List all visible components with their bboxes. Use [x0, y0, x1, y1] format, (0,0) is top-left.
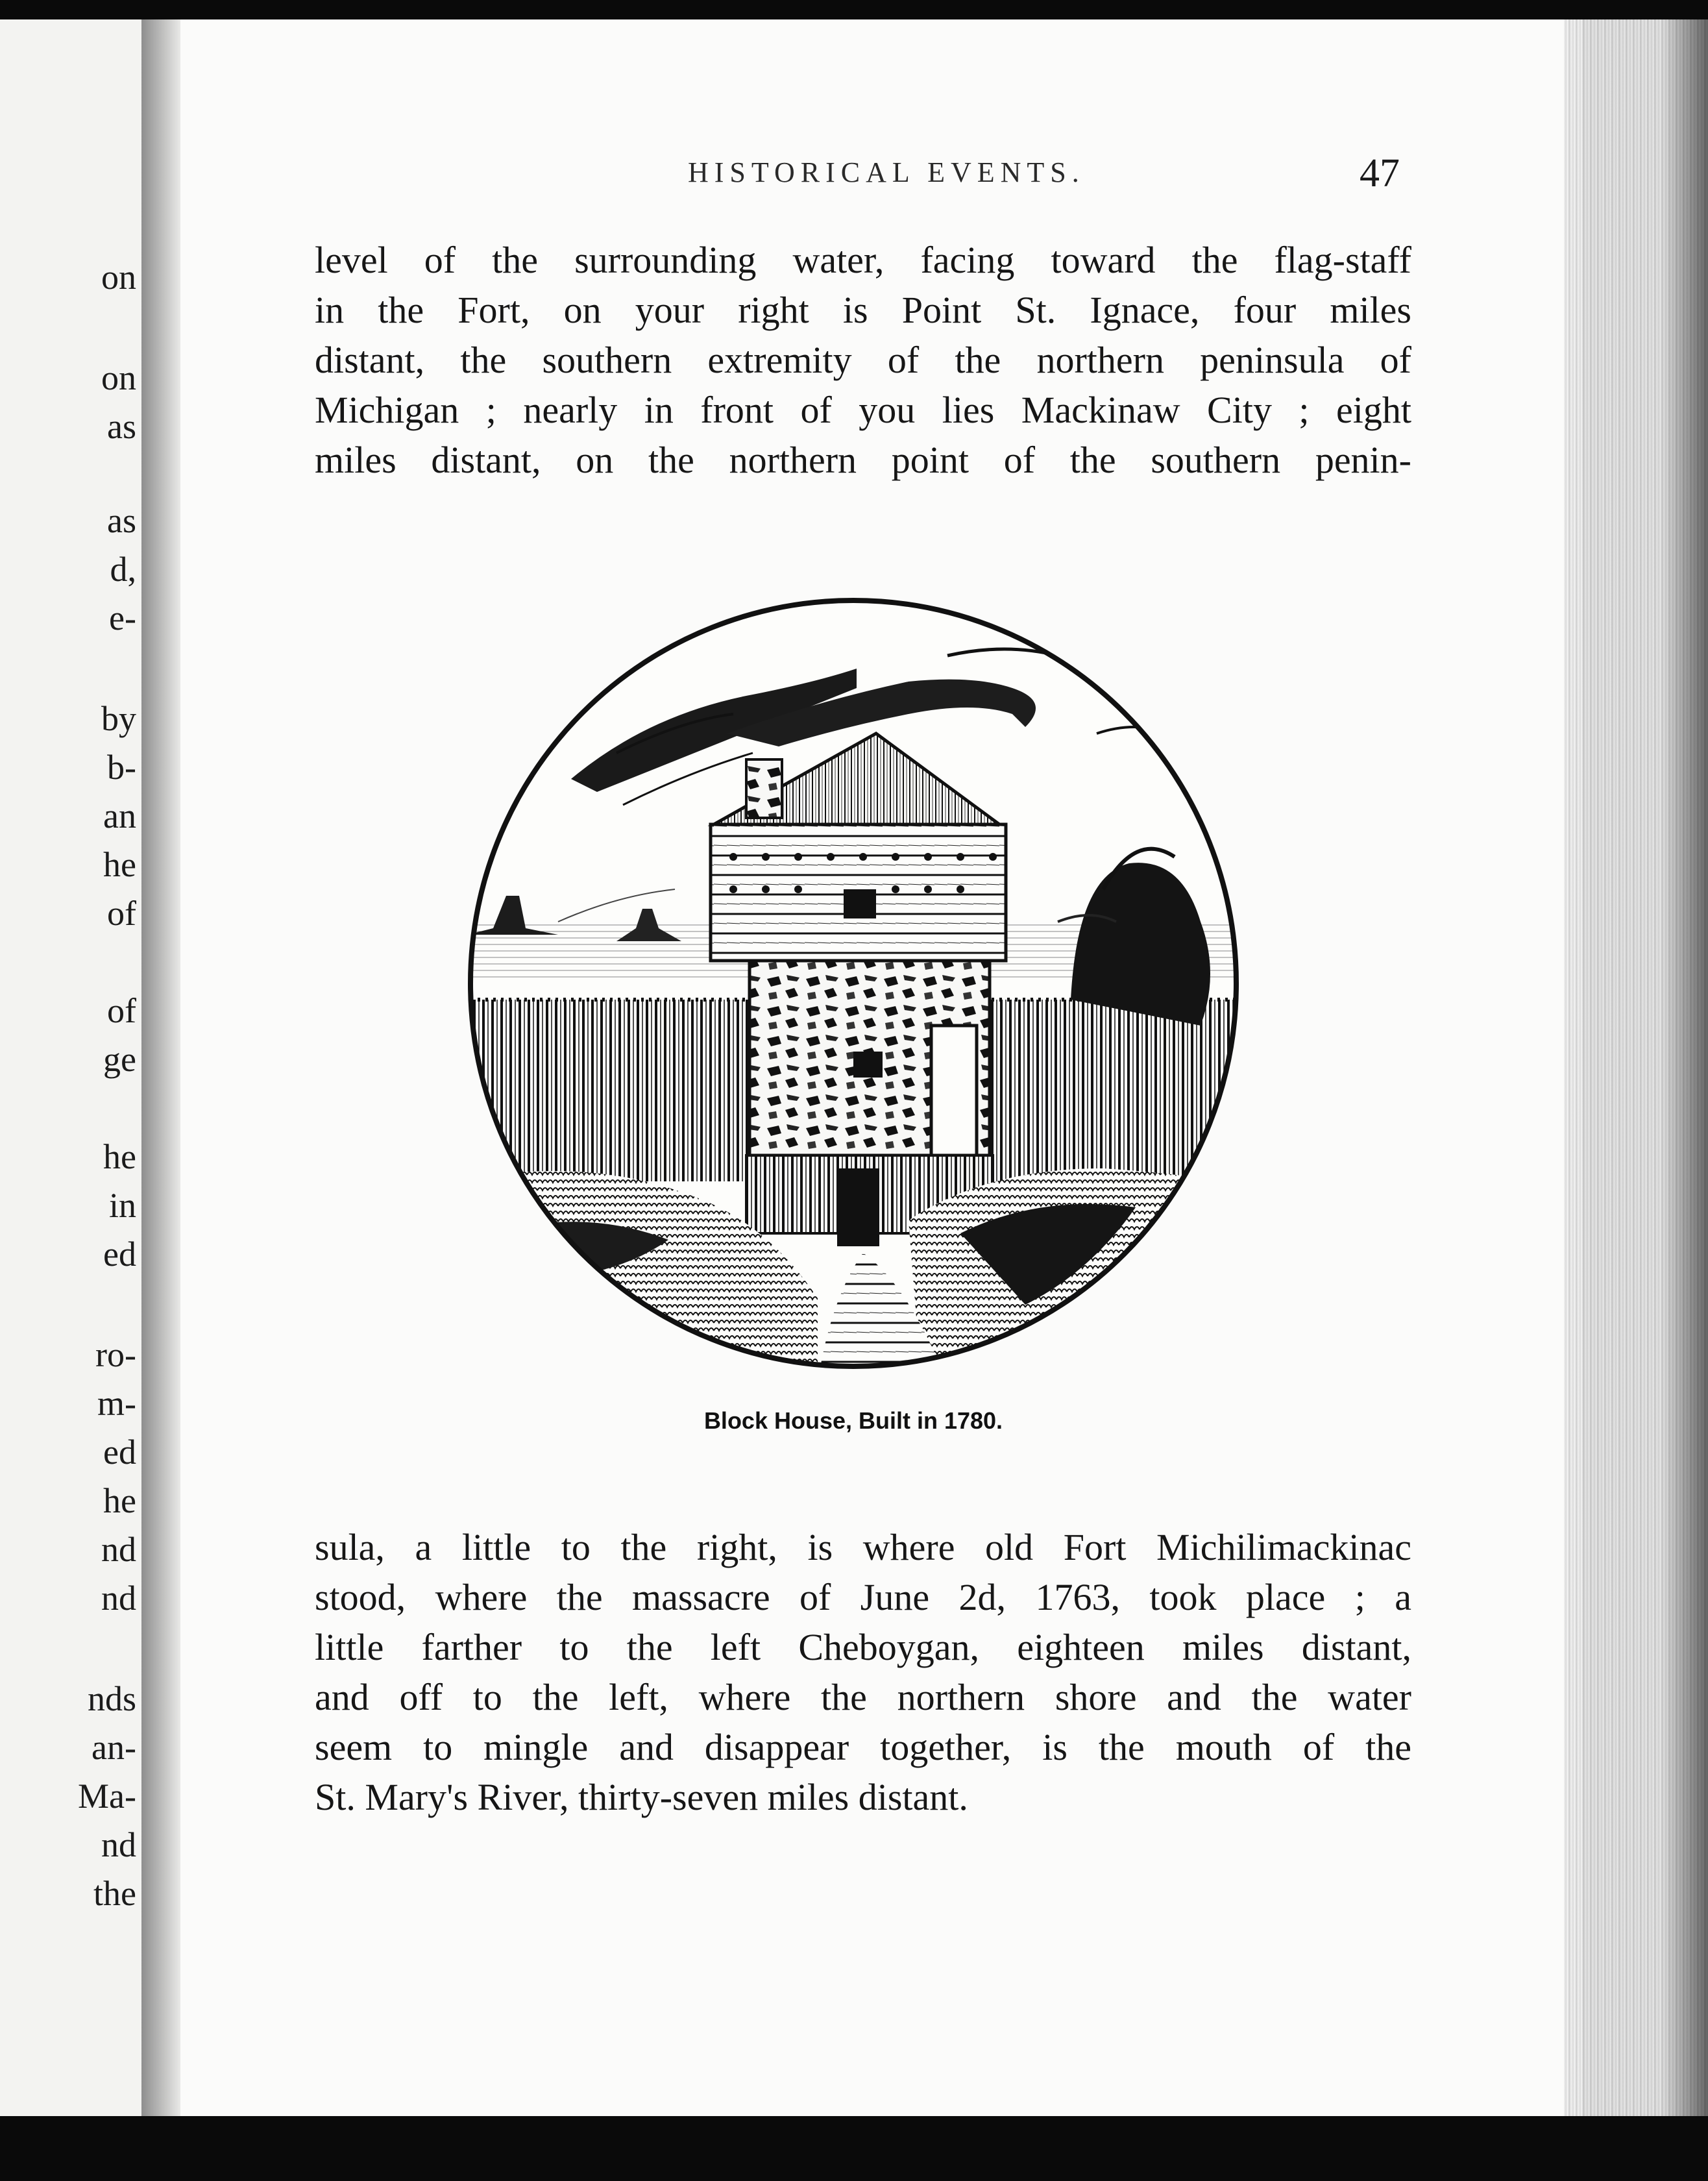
- left-fragment: on: [101, 358, 136, 397]
- left-fragment: nd: [101, 1530, 136, 1569]
- left-fragment: as: [107, 501, 136, 540]
- text-line: sula, a little to the right, is where old Fort Michilimackinac: [315, 1526, 1411, 1568]
- left-fragment: ge: [103, 1040, 136, 1079]
- text-line: and off to the left, where the northern shore and the water: [315, 1676, 1411, 1718]
- left-fragment: by: [101, 699, 136, 738]
- running-head: HISTORICAL EVENTS.: [688, 156, 1085, 188]
- left-fragment: in: [108, 1186, 136, 1225]
- bottom-paragraph: [315, 1522, 1411, 1822]
- block-house-illustration: [454, 584, 1252, 1383]
- left-fragment: nd: [101, 1579, 136, 1618]
- left-fragment: nd: [101, 1825, 136, 1864]
- text-line: little farther to the left Cheboygan, eighteen miles distant,: [315, 1626, 1411, 1668]
- left-fragment: ed: [103, 1433, 136, 1472]
- left-fragment: the: [93, 1874, 136, 1913]
- text-line: seem to mingle and disappear together, is the mouth of the: [315, 1726, 1411, 1768]
- left-fragment: ro-: [95, 1335, 136, 1374]
- left-fragment: d,: [110, 550, 136, 589]
- text-line: distant, the southern extremity of the northern peninsula of: [315, 339, 1411, 381]
- left-fragment: he: [103, 1137, 136, 1176]
- left-fragment: he: [103, 845, 136, 884]
- left-fragment: an: [103, 796, 136, 835]
- text-line: in the Fort, on your right is Point St. Ignace, four miles: [315, 289, 1411, 331]
- text-line: St. Mary's River, thirty-seven miles distant.: [315, 1776, 968, 1818]
- left-facing-page: [0, 19, 153, 2116]
- left-fragment: of: [107, 991, 136, 1030]
- text-line: level of the surrounding water, facing toward the flag-staff: [315, 239, 1411, 281]
- engraving-svg: [454, 584, 1252, 1383]
- book-gutter-shadow: [141, 19, 180, 2116]
- left-fragment: as: [107, 407, 136, 446]
- left-fragment: on: [101, 258, 136, 297]
- left-fragment: of: [107, 894, 136, 933]
- left-fragment: ed: [103, 1235, 136, 1274]
- text-line: miles distant, on the northern point of the southern penin-: [315, 439, 1411, 481]
- page-number: 47: [1360, 151, 1400, 195]
- text-line: Michigan ; nearly in front of you lies Mackinaw City ; eight: [315, 389, 1411, 431]
- text-line: stood, where the massacre of June 2d, 1763, took place ; a: [315, 1576, 1411, 1618]
- left-fragment: he: [103, 1481, 136, 1520]
- left-fragment: m-: [97, 1384, 136, 1423]
- left-fragment: e-: [109, 598, 136, 637]
- left-fragment: an-: [92, 1728, 136, 1767]
- page-edge-shadow: [1661, 19, 1708, 2123]
- figure-caption: Block House, Built in 1780.: [703, 1407, 1003, 1434]
- top-paragraph: [315, 235, 1411, 485]
- left-fragment: nds: [87, 1679, 136, 1718]
- left-fragment: Ma-: [78, 1777, 136, 1816]
- left-fragment: b-: [107, 748, 136, 787]
- scan-bottom-border: [0, 2116, 1708, 2181]
